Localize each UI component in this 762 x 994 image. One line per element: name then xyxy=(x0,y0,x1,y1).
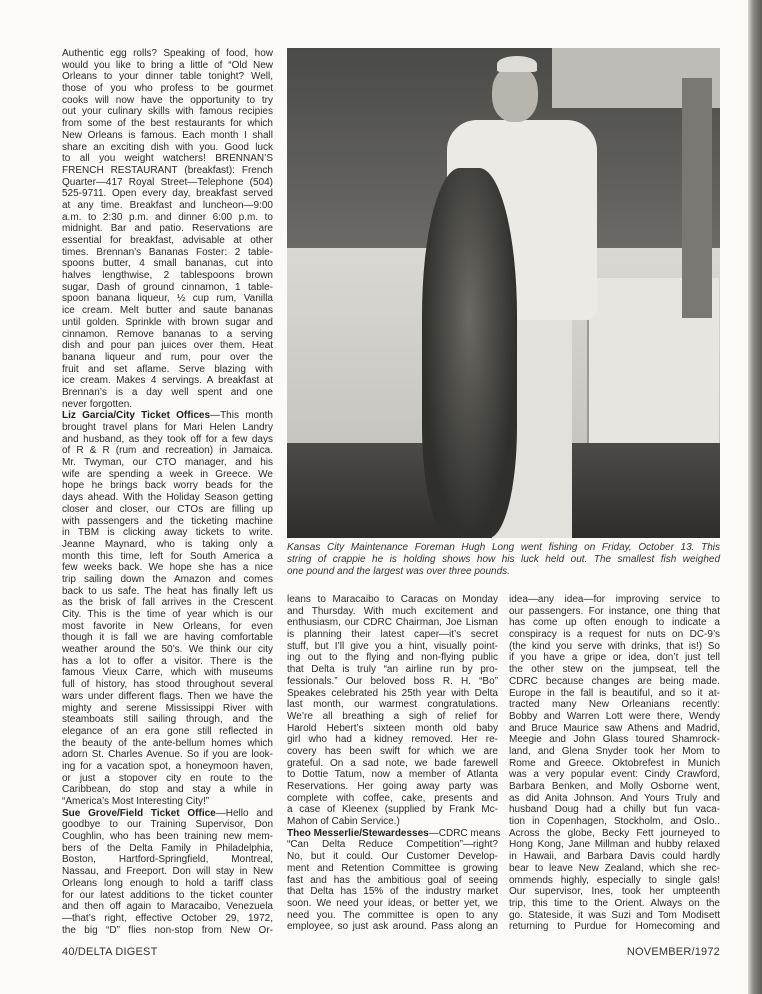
text-line xyxy=(62,71,273,83)
line-text: Brennan’s is a day well spent and one xyxy=(62,386,273,398)
line-text: Speakes celebrated his 25th year with Delta xyxy=(287,687,498,699)
text-line xyxy=(62,364,273,376)
line-text: times. Brennan’s Bananas Foster: 2 table- xyxy=(62,246,273,258)
line-text: as did Anita Johnson. And Yours Truly and xyxy=(509,792,720,804)
text-line xyxy=(509,816,720,828)
text-line xyxy=(509,758,720,770)
text-line xyxy=(62,773,273,785)
text-line xyxy=(62,48,273,60)
column-right xyxy=(509,594,720,933)
line-text: Barbara Benken, and Molly Osborne went, xyxy=(509,781,720,792)
text-line xyxy=(62,749,273,761)
text-line xyxy=(62,819,273,831)
text-line xyxy=(287,863,498,875)
line-text: brought travel plans for Mari Helen Landry xyxy=(62,422,273,433)
line-text: hope he brings back worry beads for the xyxy=(62,480,273,492)
photo-man-holding-fish-string xyxy=(287,48,720,538)
line-text: goodbye to our Training Supervisor, Don xyxy=(62,819,273,831)
text-line xyxy=(62,878,273,890)
line-text: that Delta is truly “an airline run by pro- xyxy=(287,664,498,676)
line-text: most favorite in New Orleans, for even xyxy=(62,620,273,632)
line-text: a case of Kleenex (supplied by Frank Mc- xyxy=(287,804,498,816)
text-line xyxy=(62,738,273,750)
text-line xyxy=(62,352,273,364)
text-line xyxy=(287,723,498,735)
line-text: sugar, Dash of ground cinnamon, 1 table- xyxy=(62,281,273,293)
line-text: ice cream. Melt butter and saute bananas xyxy=(62,305,273,317)
text-line xyxy=(509,641,720,653)
text-line xyxy=(287,875,498,887)
text-line xyxy=(62,539,273,551)
text-line xyxy=(62,504,273,516)
text-line-with-heading xyxy=(62,410,273,422)
text-line xyxy=(287,734,498,746)
line-text: employee, so just ask around. Pass along an xyxy=(287,921,498,933)
line-text: for our latest additions to the ticket counter xyxy=(62,889,273,901)
line-text: wars under different flags. Then we have the xyxy=(62,690,273,702)
text-line xyxy=(287,711,498,723)
line-text: to Dottie Tatum, now a member of Atlanta xyxy=(287,769,498,781)
line-text: trip, this time to the Orient. Always on the xyxy=(509,897,720,909)
line-text: our passengers. For instance, one thing that xyxy=(509,605,720,617)
line-text: of R & R (rum and recreation) in Jamaica. xyxy=(62,445,273,457)
line-text: —This month xyxy=(210,410,273,422)
line-text: Authentic egg rolls? Speaking of food, how xyxy=(62,48,273,59)
line-text: Orleans to your dinner table tonight? Well, xyxy=(62,71,273,83)
text-line xyxy=(287,688,498,700)
text-line xyxy=(62,901,273,913)
line-text: to all you weight watchers! BRENNAN’S xyxy=(62,153,273,165)
line-text: —CDRC means xyxy=(428,827,501,839)
line-text: complete with coffee, cake, presents and xyxy=(287,792,498,804)
text-line xyxy=(509,898,720,910)
line-text: Our supervisor, Ines, took her umpteenth xyxy=(509,886,720,898)
line-text: was a very popular event: Cindy Crawford, xyxy=(509,769,720,781)
line-text: wife are spending a week in Greece. We xyxy=(62,468,273,480)
text-line xyxy=(509,699,720,711)
text-line xyxy=(287,758,498,770)
line-text: Rome and Greece. Oktobrefest in Munich xyxy=(509,757,720,769)
text-line xyxy=(509,839,720,851)
text-line xyxy=(287,617,498,629)
text-line xyxy=(509,910,720,922)
line-text: Across the globe, Becky Fett journeyed to xyxy=(509,827,720,839)
text-line xyxy=(509,688,720,700)
text-line xyxy=(62,212,273,224)
text-line xyxy=(509,875,720,887)
text-line xyxy=(62,609,273,621)
text-line xyxy=(287,629,498,641)
line-text: idea—any idea—for improving service to xyxy=(509,594,720,605)
text-line xyxy=(287,851,498,863)
text-line xyxy=(62,527,273,539)
text-line xyxy=(62,177,273,189)
text-line xyxy=(62,422,273,434)
line-text: fast and has the ambitious goal of seeing xyxy=(287,874,498,886)
text-line xyxy=(287,746,498,758)
text-line xyxy=(287,769,498,781)
line-text: midnight. Bar and patio. Reservations are xyxy=(62,223,273,235)
line-text: leans to Maracaibo to Caracas on Monday xyxy=(287,594,498,605)
line-text: girl who had a kidney removed. Her re- xyxy=(287,734,498,746)
text-line xyxy=(287,652,498,664)
line-text: “Can Delta Reduce Competition”—right? xyxy=(287,839,498,851)
line-text: returning to Purdue for Homecoming and xyxy=(509,921,720,933)
text-line xyxy=(509,676,720,688)
line-text: in TBM is clicking away tickets to write. xyxy=(62,527,273,539)
text-line xyxy=(509,594,720,606)
line-text: one pound and the largest was over three pounds. xyxy=(287,566,510,577)
line-text: husband Doug had a chilly but fun vaca- xyxy=(509,804,720,816)
line-text: FRENCH RESTAURANT (breakfast): French xyxy=(62,164,273,176)
line-text: that Delta has 15% of the industry market xyxy=(287,886,498,898)
line-text: has come up often enough to indicate a xyxy=(509,617,720,629)
text-line xyxy=(287,781,498,793)
text-line-with-heading xyxy=(287,827,501,840)
line-text: a.m. to 2:30 p.m. and dinner 6:00 p.m. to xyxy=(62,211,273,223)
footer-page-number-title: 40/DELTA DIGEST xyxy=(62,946,158,958)
text-line xyxy=(509,781,720,793)
text-line xyxy=(62,586,273,598)
line-text: City. This is the time of year which is our xyxy=(62,609,273,620)
line-text: go. Stateside, it was Suzi and Tom Modisett xyxy=(509,909,720,921)
line-text: banana liqueur and rum, pour over the xyxy=(62,351,273,363)
text-line xyxy=(509,617,720,629)
text-line xyxy=(287,921,498,933)
footer-issue-date: NOVEMBER/1972 xyxy=(626,946,720,958)
line-text: from some of the best restaurants for which xyxy=(62,118,273,130)
photo-fish-string xyxy=(422,168,517,538)
text-line xyxy=(62,890,273,902)
text-line xyxy=(62,235,273,247)
line-text: the other stew on the jumpseat, tell the xyxy=(509,664,720,676)
line-text: ing for a vacation spot, a honeymoon haven, xyxy=(62,760,273,772)
photo-man-head xyxy=(492,66,538,122)
line-text: closer and closer, our CTOs are filling up xyxy=(62,503,273,515)
line-text: back to us safe. The heat has finally left us xyxy=(62,585,273,597)
text-line xyxy=(62,270,273,282)
line-text: New Orleans is famous. Each month I shall xyxy=(62,129,273,141)
line-text: spoon banana liqueur, ½ cup rum, Vanilla xyxy=(62,293,273,305)
line-text: Europe in the fall is beautiful, and so it at- xyxy=(509,687,720,699)
line-text: ing out to the flying and non-flying public xyxy=(287,652,498,664)
photo-caption xyxy=(287,542,720,578)
text-line xyxy=(287,699,498,711)
line-text: weather around the 50’s. We think our city xyxy=(62,644,273,656)
page-binding-edge xyxy=(748,0,762,994)
text-line xyxy=(509,734,720,746)
line-text: though it is fall we are having comfortable xyxy=(62,632,273,644)
section-heading: Theo Messerlie/Stewardesses xyxy=(287,827,429,839)
text-line xyxy=(62,305,273,317)
line-text: need you. The committee is open to any xyxy=(287,909,498,921)
line-text: Harold Hebert’s sixteen month old baby xyxy=(287,722,498,734)
text-line xyxy=(62,843,273,855)
text-line xyxy=(509,828,720,840)
text-line xyxy=(62,375,273,387)
text-line xyxy=(62,866,273,878)
text-line xyxy=(509,804,720,816)
line-text: trip sailing down the Amazon and comes xyxy=(62,573,273,585)
text-line xyxy=(287,606,498,618)
line-text: Boston, Hartford-Springfield, Montreal, xyxy=(62,854,273,866)
line-text: those of you who profess to be gourmet xyxy=(62,83,273,95)
line-text: bear to leave New Zealand, which she rec- xyxy=(509,862,720,874)
text-line xyxy=(62,562,273,574)
text-line xyxy=(62,142,273,154)
text-line xyxy=(287,839,498,851)
line-text: Caribbean, do stop and stay a while in xyxy=(62,784,273,796)
text-line xyxy=(62,258,273,270)
text-line xyxy=(62,293,273,305)
line-text: CDRC because changes are being made. xyxy=(509,675,720,687)
text-line xyxy=(62,445,273,457)
text-line xyxy=(509,851,720,863)
line-text: string of crappie he is holding shows how his luck held out. The smallest fish weighed xyxy=(287,554,720,565)
text-line xyxy=(287,594,498,606)
text-line xyxy=(287,676,498,688)
text-line xyxy=(509,664,720,676)
line-text: Coughlin, who has been training new mem- xyxy=(62,831,273,843)
line-text: fruit and set aflame. Serve blazing with xyxy=(62,363,273,375)
text-line xyxy=(62,925,273,937)
line-text: bers of the Delta Family in Philadelphia, xyxy=(62,842,273,854)
text-line xyxy=(62,667,273,679)
line-text: days ahead. With the Holiday Season getting xyxy=(62,492,273,504)
line-text: or just a stopover city en route to the xyxy=(62,772,273,784)
text-line xyxy=(509,606,720,618)
text-line xyxy=(287,554,720,566)
line-text: Bobby and Warren Lott were there, Wendy xyxy=(509,710,720,722)
text-line xyxy=(509,769,720,781)
text-line xyxy=(287,793,498,805)
text-line xyxy=(62,551,273,563)
line-text: conspiracy is a request for nuts on DC-9’s xyxy=(509,629,720,641)
text-line xyxy=(509,793,720,805)
line-text: Orleans long enough to hold a tariff class xyxy=(62,877,273,889)
text-line xyxy=(62,282,273,294)
text-line xyxy=(62,726,273,738)
text-line xyxy=(62,188,273,200)
text-line xyxy=(62,329,273,341)
text-line xyxy=(62,913,273,925)
line-text: as the brisk of fall arrives in the Crescent xyxy=(62,597,273,609)
line-text: Mahon of Cabin Service.) xyxy=(287,816,400,828)
text-line xyxy=(62,165,273,177)
line-text: until golden. Sprinkle with brown sugar and xyxy=(62,316,273,328)
text-line xyxy=(62,597,273,609)
line-text: is planning their latest caper—it’s secret xyxy=(287,629,498,641)
line-text: last month, our warmest congratulations. xyxy=(287,699,498,711)
line-text: steamboats still sailing through, and the xyxy=(62,714,273,726)
text-line xyxy=(62,480,273,492)
text-line xyxy=(509,863,720,875)
text-line xyxy=(509,652,720,664)
line-text: never forgotten. xyxy=(62,398,133,410)
line-text: has a lot to offer a visitor. There is the xyxy=(62,655,273,667)
line-text: share an exciting dish with you. Good luck xyxy=(62,141,273,153)
text-line xyxy=(62,516,273,528)
text-line xyxy=(287,641,498,653)
text-line xyxy=(62,340,273,352)
line-text: tracted many New Orleanians recently: xyxy=(509,699,720,711)
text-line xyxy=(287,664,498,676)
text-line xyxy=(62,761,273,773)
line-text: few weeks back. We hope she has a nice xyxy=(62,562,273,574)
line-text: Kansas City Maintenance Foreman Hugh Long went fishing on Friday, October 13. This xyxy=(287,542,720,553)
line-text: out your culinary skills with famous recipies xyxy=(62,106,273,118)
text-line xyxy=(62,703,273,715)
text-line xyxy=(62,691,273,703)
line-text: and husband, as they took off for a few days xyxy=(62,433,273,445)
text-line xyxy=(62,387,273,399)
text-line xyxy=(62,223,273,235)
line-text: “America’s Most Interesting City!” xyxy=(62,796,210,807)
line-text: and then off again to Maracaibo, Venezuela xyxy=(62,901,273,913)
line-text: fessionals.” Our beloved boss R. H. “Bo” xyxy=(287,675,498,687)
line-text: ommends highly, especially to single gals! xyxy=(509,874,720,886)
line-text: soon. We need your ideas, or better yet, we xyxy=(287,897,498,909)
text-line xyxy=(62,656,273,668)
line-text: land, and Glena Snyder took her Mom to xyxy=(509,745,720,757)
text-line xyxy=(62,399,273,411)
line-text: famous Vieux Carre, which with museums xyxy=(62,667,273,679)
line-text: adorn St. Charles Avenue. So if you are look- xyxy=(62,749,273,761)
line-text: Hong Kong, Jane Millman and hubby relaxed xyxy=(509,839,720,851)
text-line xyxy=(509,711,720,723)
line-text: dish and pour pan juices over them. Heat xyxy=(62,340,273,352)
line-text: 525-9711. Open every day, breakfast served xyxy=(62,188,273,200)
line-text: —that’s right, effective October 29, 1972, xyxy=(62,912,273,924)
column-left xyxy=(62,48,273,936)
text-line xyxy=(287,886,498,898)
line-text: month this time, left for South America a xyxy=(62,550,273,562)
column-middle xyxy=(287,594,501,933)
text-line xyxy=(287,910,498,922)
line-text: would you like to bring a little of “Old New xyxy=(62,59,273,71)
text-line xyxy=(62,621,273,633)
line-text: the big “D” flies non-stop from New Or- xyxy=(62,924,273,936)
text-line xyxy=(62,784,273,796)
line-text: Mr. Twyman, our CTO manager, and his xyxy=(62,457,273,469)
text-line xyxy=(62,796,273,808)
line-text: Meegie and John Glass toured Shamrock- xyxy=(509,734,720,746)
line-text: if you have a gripe or idea, don’t just tell xyxy=(509,652,720,664)
text-line xyxy=(62,83,273,95)
line-text: and Bruce Maurice saw Athens and Madrid, xyxy=(509,722,720,734)
text-line xyxy=(287,566,720,578)
line-text: ment and Retention Committee is growing xyxy=(287,862,498,874)
photo-man-cap xyxy=(497,56,537,72)
line-text: tion in Copenhagen, Stockholm, and Oslo.. xyxy=(509,816,720,828)
text-line xyxy=(62,60,273,72)
line-text: Quarter—417 Royal Street—Telephone (504) xyxy=(62,176,273,188)
line-text: elegance of an era gone still reflected in xyxy=(62,725,273,737)
text-line xyxy=(287,898,498,910)
line-text: and Thursday. With much excitement and xyxy=(287,605,498,617)
text-line xyxy=(62,831,273,843)
text-line xyxy=(62,679,273,691)
line-text: (the kind you serve with drinks, that is!) So xyxy=(509,640,720,652)
line-text: with passengers and the ticketing machine xyxy=(62,515,273,527)
text-line xyxy=(509,886,720,898)
line-text: We’re all breathing a sigh of relief for xyxy=(287,710,498,722)
text-line xyxy=(62,106,273,118)
line-text: covery has been swift for which we are xyxy=(287,745,498,757)
line-text: No, but it could. Our Customer Develop- xyxy=(287,851,498,863)
line-text: ice cream. Makes 4 servings. A breakfast at xyxy=(62,375,273,387)
line-text: essential for breakfast, advisable at other xyxy=(62,235,273,246)
text-line xyxy=(509,629,720,641)
photo-beam xyxy=(682,78,712,318)
text-line-with-heading xyxy=(62,808,273,820)
line-text: stuff, but I’ll give you a hint, visually point- xyxy=(287,640,498,652)
line-text: grateful. On a sad note, we bade farewell xyxy=(287,757,498,769)
section-heading: Sue Grove/Field Ticket Office xyxy=(62,807,216,819)
line-text: mighty and serene Mississippi River with xyxy=(62,702,273,714)
text-line xyxy=(62,457,273,469)
line-text: enthusiasm, our CDRC Chairman, Joe Lisman xyxy=(287,617,498,629)
text-line xyxy=(287,816,498,828)
text-line xyxy=(287,804,498,816)
line-text: —Hello and xyxy=(215,807,273,819)
line-text: spoons butter, 4 small bananas, cut into xyxy=(62,258,273,270)
text-line xyxy=(62,469,273,481)
text-line xyxy=(509,723,720,735)
text-line xyxy=(62,714,273,726)
section-heading: Liz Garcia/City Ticket Offices xyxy=(62,410,211,422)
line-text: Jeanne Maynard, who is taking only a xyxy=(62,538,273,550)
line-text: the beauty of the ante-bellum homes which xyxy=(62,737,273,749)
text-line xyxy=(62,492,273,504)
text-line xyxy=(509,746,720,758)
line-text: in Hawaii, and Barbara Davis could hardly xyxy=(509,851,720,863)
text-line xyxy=(62,130,273,142)
line-text: at any time. Breakfast and luncheon—9:00 xyxy=(62,199,273,211)
line-text: Nassau, and Freeport. Don will stay in New xyxy=(62,866,273,878)
text-line xyxy=(287,542,720,554)
text-line xyxy=(62,574,273,586)
text-line xyxy=(62,95,273,107)
text-line xyxy=(62,200,273,212)
text-line xyxy=(62,632,273,644)
text-line xyxy=(62,247,273,259)
line-text: full of history, has stood throughout several xyxy=(62,679,273,691)
line-text: cooks will now have the opportunity to try xyxy=(62,94,273,106)
line-text: halves lengthwise, 2 tablespoons brown xyxy=(62,270,273,282)
line-text: cinnamon. Remove bananas to a serving xyxy=(62,328,273,340)
text-line xyxy=(509,921,720,933)
text-line xyxy=(62,317,273,329)
text-line xyxy=(62,118,273,130)
text-line xyxy=(62,644,273,656)
text-line xyxy=(62,854,273,866)
text-line xyxy=(62,153,273,165)
text-line xyxy=(62,434,273,446)
line-text: Reservations. Her going away party was xyxy=(287,781,498,792)
